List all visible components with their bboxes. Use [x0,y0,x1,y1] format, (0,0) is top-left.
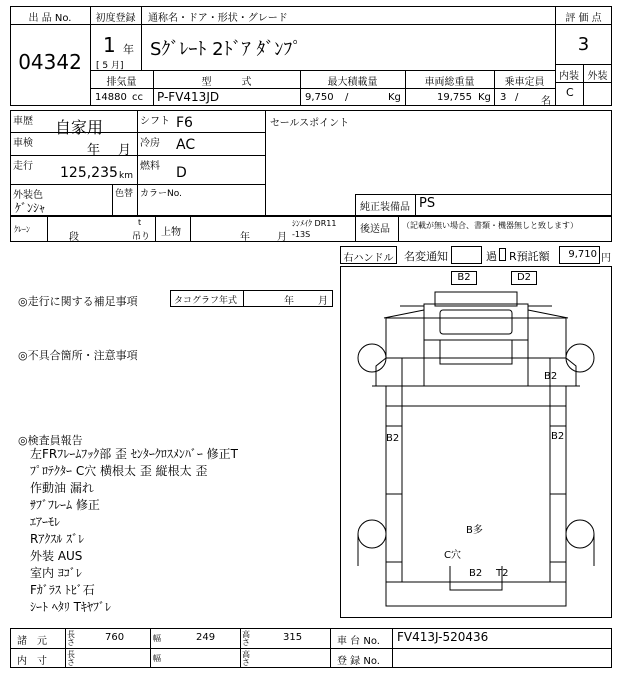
mark-hole: C穴 [444,550,461,561]
fuel-label: 燃料 [140,161,160,172]
mileage-label: 走行 [13,161,33,172]
recycle-amount: 9,710 [568,249,597,260]
deck-year: 年 [240,232,250,243]
supplement-title: ◎走行に関する補足事項 [18,295,138,308]
chassis-label: 車 台 No. [337,636,380,647]
capacity-label: 乗車定員 [504,77,545,88]
inner-height-label: 高さ [242,650,250,667]
interior-grade: C [566,86,574,99]
equip: PS [419,196,436,211]
overdue-label: 過 [486,250,497,263]
displacement-label: 排気量 [106,77,137,88]
mark-right-upper: B2 [544,371,558,382]
inspector-line: Rｱｸｽﾙ ｽﾞﾚ [30,532,85,546]
tacho-year: 年 [284,296,294,307]
width: 249 [196,632,216,643]
load-unit: Kg [388,92,401,103]
load: 9,750 [305,92,334,103]
shift: F6 [176,115,193,131]
recycle-label: R預託額 [509,250,550,263]
score: 3 [577,34,590,55]
mileage: 125,235 [60,165,118,181]
color-code-label: 色替 [115,189,134,199]
mark-right-mid: B2 [551,431,565,442]
deck-label: 上物 [161,227,181,238]
deck-month: 月 [277,232,287,243]
aircon-label: 冷房 [140,138,160,149]
history: 自家用 [55,118,104,137]
chassis: FV413J-520436 [397,630,489,644]
name-change-label: 名変通知 [404,250,448,263]
name-label: 通称名・ドア・形状・グレード [148,13,288,24]
mark-left-mid: B2 [386,433,400,444]
recycle-unit: 円 [601,253,611,264]
color-label: 外装色 [13,190,43,201]
overdue-box [499,248,506,261]
reg-year: 1 [103,33,116,57]
interior-label: 内装 [559,71,579,82]
width-label: 幅 [153,634,161,643]
mark-bed: B多 [466,525,483,536]
height-label: 高さ [242,630,250,647]
displacement: 14880 [95,92,127,103]
mileage-unit: km [119,171,133,181]
rhd-label: 右ハンドル [343,253,394,264]
dims-label: 諸 元 [17,636,47,647]
inner-length-label: 長さ [67,650,75,667]
capacity: 3 [500,92,507,103]
gross-label: 車両総重量 [424,77,475,88]
fuel: D [176,165,187,181]
crane-ton: t [138,218,142,227]
mark-top-right: D2 [516,272,532,283]
deck-model-label: ｼﾝﾒｲｸ DR11 [292,219,337,228]
shift-label: シフト [140,116,170,127]
retrofit-note: （記載が無い場合、書類・機器無しと致します） [402,221,578,230]
capacity-slash: / [515,92,519,103]
model-label: 型 式 [201,77,252,88]
crane-lift: 吊り [132,232,151,242]
mark-bottom-right: T2 [496,568,509,579]
color-no-label: カラーNo. [140,189,182,199]
inspection-year: 年 [87,143,101,158]
inspection-label: 車検 [13,138,33,149]
aircon: AC [176,137,196,153]
inspector-line: 室内 ﾖｺﾞﾚ [30,566,82,580]
inspector-line: ｻﾌﾞﾌﾚｰﾑ 修正 [30,498,100,512]
reg-no-label: 登 録 No. [337,656,380,667]
length-label: 長さ [67,630,75,647]
gross: 19,755 [437,92,472,103]
reg-label: 初度登録 [95,13,136,24]
exterior-label: 外装 [587,71,608,82]
inspector-line: 左FRﾌﾚｰﾑﾌｯｸ部 歪 ｾﾝﾀｰｸﾛｽﾒﾝﾊﾞｰ 修正T [30,447,239,461]
defects-title: ◎不具合箇所・注意事項 [18,349,138,362]
equip-label: 純正装備品 [360,202,410,213]
inspector-line: ｼｰﾄ ﾍﾀﾘ Tｷﾔﾌﾞﾚ [30,600,111,614]
color: ｹﾞﾝｼｬ [15,201,46,215]
tacho-month: 月 [318,296,328,307]
inner-width-label: 幅 [153,654,161,663]
name-change-box [451,246,482,264]
history-label: 車歴 [13,116,33,127]
tacho-label: タコグラフ年式 [174,296,238,306]
reg-year-unit: 年 [123,43,134,56]
inspector-line: 外装 AUS [30,549,83,563]
mark-top-left: B2 [457,272,471,283]
lot-label: 出 品 No. [28,13,72,24]
truck-outline [340,266,612,618]
lot-number: 04342 [18,50,82,74]
model: P-FV413JD [157,90,220,104]
height: 315 [283,632,303,643]
inspector-line: ｴｱｰﾓﾚ [30,515,61,529]
inspection-month: 月 [118,143,132,158]
inspector-line: 作動油 漏れ [30,481,94,495]
capacity-unit: 名 [541,96,551,107]
mark-bottom-left: B2 [469,568,483,579]
length: 760 [105,632,125,643]
inner-label: 内 寸 [17,656,47,667]
deck-model: -13S [292,230,311,239]
reg-month: [ 5 月] [96,61,124,71]
retrofit-label: 後送品 [360,224,390,235]
crane-stage: 段 [69,232,79,243]
truck-diagram [340,266,612,618]
sales-point-label: セールスポイント [270,118,350,129]
gross-unit: Kg [478,92,491,103]
load-slash: / [345,92,349,103]
car-name: Sｸﾞﾚｰﾄ 2ﾄﾞｱ ﾀﾞﾝﾌﾟ [150,39,302,60]
load-label: 最大積載量 [327,77,378,88]
score-label: 評 価 点 [565,13,602,24]
crane-label: ｸﾚｰﾝ [14,225,30,234]
inspector-line: Fｶﾞﾗｽ ﾄﾋﾞ石 [30,583,95,597]
inspector-title: ◎検査員報告 [18,434,83,447]
displacement-unit: cc [132,92,143,103]
inspector-line: ﾌﾟﾛﾃｸﾀｰ C穴 横根太 歪 縦根太 歪 [30,464,208,478]
